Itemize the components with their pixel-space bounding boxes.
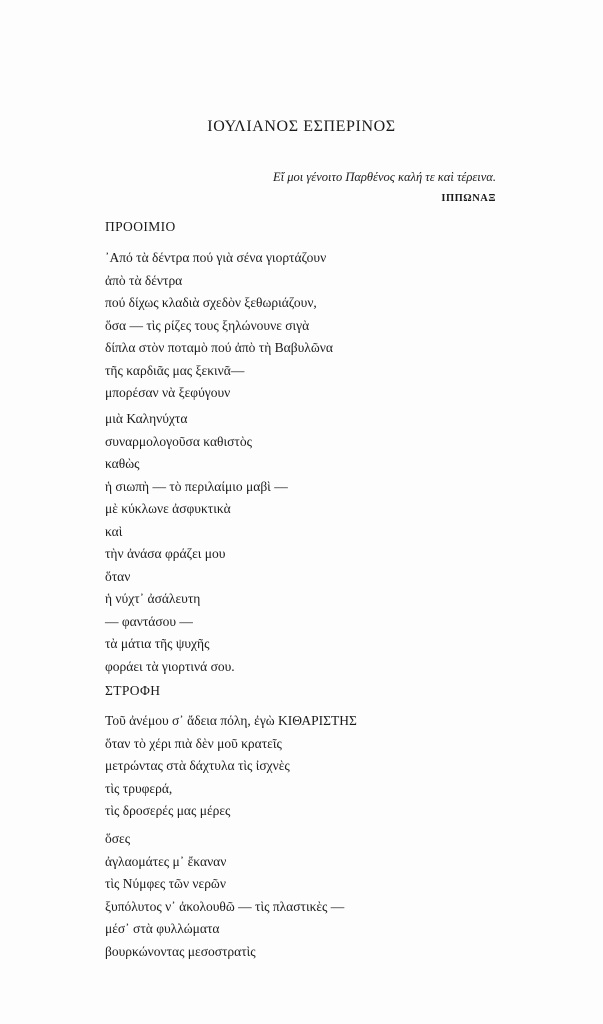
poem-line: τὶς δροσερές μας μέρες — [105, 803, 231, 818]
poem-line: ὅταν — [105, 568, 131, 584]
poem-line: ἀπὸ τὰ δέντρα — [105, 272, 183, 288]
poem-line: ξυπόλυτος ν᾿ ἀκολουθῶ — τὶς πλαστικὲς — — [105, 898, 345, 914]
poem-line: τὰ μάτια τῆς ψυχῆς — [105, 636, 210, 651]
stanza-3 — [105, 710, 357, 823]
poem-line: μιὰ Καληνύχτα — [105, 411, 188, 426]
poem-line: φοράει τὰ γιορτινά σου. — [105, 658, 235, 674]
poem-title: ΙΟΥΛΙΑΝΟΣ ΕΣΠΕΡΙΝΟΣ — [207, 118, 396, 135]
poem-line: — φαντάσου — — [105, 613, 193, 629]
poem-line: ἡ νύχτ᾿ ἀσάλευτη — [105, 591, 201, 606]
stanza-2 — [105, 408, 288, 678]
poem-line: καθὼς — [105, 456, 140, 471]
poem-line: μὲ κύκλωνε ἀσφυκτικὰ — [105, 501, 231, 516]
stanza-1 — [105, 247, 333, 405]
poem-line: μέσ᾿ στὰ φυλλώματα — [105, 921, 220, 936]
poem-line: ἀγλαομάτες μ᾿ ἔκαναν — [105, 853, 227, 869]
poem-line: Τοῦ ἀνέμου σ᾿ ἄδεια πόλη, ἐγὼ ΚΙΘΑΡΙΣΤΗΣ — [105, 713, 357, 728]
section-heading-prooimio: ΠΡΟΟΙΜΙΟ — [105, 219, 176, 234]
poem-line: μετρώντας στὰ δάχτυλα τὶς ἰσχνὲς — [105, 758, 290, 773]
poem-line: συναρμολογοῦσα καθιστὸς — [105, 433, 252, 449]
epigraph-author: ΙΠΠΩΝΑΞ — [441, 193, 496, 204]
poem-line: τὶς Νύμφες τῶν νερῶν — [105, 876, 226, 891]
poem-line: ὅταν τὸ χέρι πιὰ δὲν μοῦ κρατεῖς — [105, 735, 282, 751]
poem-line: ὅσα — τὶς ρίζες τους ξηλώνουνε σιγὰ — [105, 317, 310, 333]
poem-line: καὶ — [105, 523, 123, 539]
poem-line: ὅσες — [105, 831, 131, 846]
poem-line: ᾿Από τὰ δέντρα πού γιὰ σένα γιορτάζουν — [105, 250, 327, 265]
poem-line: ἡ σιωπὴ — τὸ περιλαίμιο μαβὶ — — [105, 478, 288, 494]
poem-line: τὶς τρυφερά, — [105, 780, 173, 796]
poem-line: μπορέσαν νὰ ξεφύγουν — [105, 385, 231, 400]
stanza-4 — [105, 828, 344, 963]
poem-line: δίπλα στὸν ποταμὸ πού ἀπὸ τὴ Βαβυλῶνα — [105, 340, 333, 355]
section-heading-strofi: ΣΤΡΟΦΗ — [105, 683, 161, 698]
epigraph-text: Εἴ μοι γένοιτο Παρθένος καλή τε καὶ τέρεινα. — [273, 170, 496, 184]
poem-line: τῆς καρδιᾶς μας ξεκινᾶ— — [105, 362, 245, 378]
poem-line: τὴν ἀνάσα φράζει μου — [105, 546, 226, 561]
poem-line: βουρκώνοντας μεσοστρατὶς — [105, 943, 256, 959]
poem-line: πού δίχως κλαδιὰ σχεδὸν ξεθωριάζουν, — [105, 295, 317, 310]
